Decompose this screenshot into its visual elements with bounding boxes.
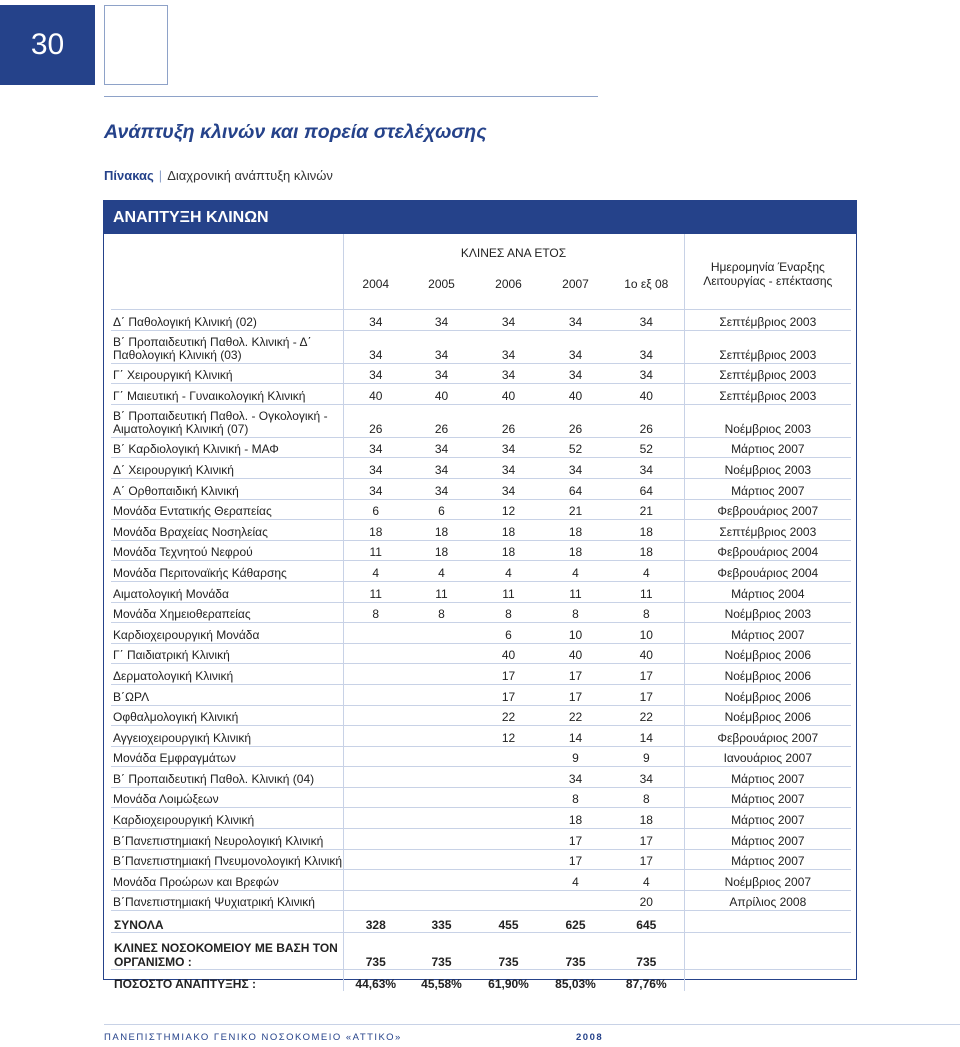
header-blank — [111, 260, 343, 291]
bed-count-cell: 17 — [609, 849, 684, 870]
bed-count-cell: 735 — [542, 933, 609, 970]
bed-count-cell: 40 — [343, 384, 408, 405]
header-spacer — [343, 291, 408, 310]
row-name: Α΄ Ορθοπαιδική Κλινική — [111, 478, 343, 499]
row-name: Β΄Πανεπιστημιακή Ψυχιατρική Κλινική — [111, 890, 343, 911]
bed-count-cell: 40 — [475, 643, 542, 664]
table-row — [111, 437, 851, 458]
bed-count-cell: 34 — [343, 330, 408, 363]
row-name: Δ΄ Παθολογική Κλινική (02) — [111, 310, 343, 331]
bed-count-cell — [408, 643, 475, 664]
bed-count-cell: 9 — [542, 746, 609, 767]
table-row — [111, 705, 851, 726]
bed-count-cell: 11 — [343, 540, 408, 561]
bed-count-cell: 18 — [408, 540, 475, 561]
bed-count-cell: 87,76% — [609, 970, 684, 992]
bed-count-cell — [408, 787, 475, 808]
start-date-cell: Μάρτιος 2007 — [684, 623, 851, 644]
bed-count-cell: 26 — [475, 404, 542, 437]
bed-count-cell: 11 — [475, 581, 542, 602]
page-number: 30 — [0, 5, 95, 85]
bed-count-cell — [542, 890, 609, 911]
bed-count-cell: 14 — [542, 726, 609, 747]
bed-count-cell: 40 — [408, 384, 475, 405]
table-row — [111, 561, 851, 582]
bed-count-cell: 21 — [542, 499, 609, 520]
bed-count-cell — [408, 623, 475, 644]
table-row — [111, 890, 851, 911]
bed-count-cell — [343, 684, 408, 705]
row-name: Αιματολογική Μονάδα — [111, 581, 343, 602]
bed-count-cell: 40 — [609, 384, 684, 405]
bed-count-cell — [343, 808, 408, 829]
table-row — [111, 684, 851, 705]
bed-count-cell: 26 — [343, 404, 408, 437]
bed-count-cell: 26 — [542, 404, 609, 437]
bed-count-cell: 22 — [475, 705, 542, 726]
row-name: Μονάδα Τεχνητού Νεφρού — [111, 540, 343, 561]
bed-count-cell — [343, 890, 408, 911]
header-blank — [111, 234, 343, 260]
bed-count-cell — [343, 849, 408, 870]
table-row — [111, 404, 851, 437]
column-header: 2004 — [343, 260, 408, 291]
table-header: ΑΝΑΠΤΥΞΗ ΚΛΙΝΩΝ — [104, 201, 856, 234]
header-divider — [104, 96, 598, 97]
bed-count-cell: 34 — [408, 310, 475, 331]
bed-count-cell — [408, 890, 475, 911]
row-name: Β΄ Προπαιδευτική Παθολ. Κλινική (04) — [111, 767, 343, 788]
table-row — [111, 540, 851, 561]
start-date-cell: Μάρτιος 2007 — [684, 437, 851, 458]
caption-label: Πίνακας — [104, 168, 154, 183]
bed-count-cell: 4 — [475, 561, 542, 582]
bed-count-cell — [408, 684, 475, 705]
bed-count-cell: 11 — [408, 581, 475, 602]
footer-divider — [104, 1024, 960, 1025]
bed-count-cell: 17 — [609, 829, 684, 850]
start-date-cell: Φεβρουάριος 2004 — [684, 561, 851, 582]
bed-count-cell: 18 — [475, 540, 542, 561]
header-spacer — [111, 291, 343, 310]
bed-count-cell: 735 — [343, 933, 408, 970]
start-date-cell: Νοέμβριος 2006 — [684, 705, 851, 726]
bed-count-cell: 52 — [609, 437, 684, 458]
bed-count-cell: 17 — [475, 684, 542, 705]
row-name: Β΄Πανεπιστημιακή Πνευμονολογική Κλινική — [111, 849, 343, 870]
table-row — [111, 767, 851, 788]
bed-count-cell: 22 — [609, 705, 684, 726]
bed-count-cell — [475, 787, 542, 808]
bed-count-cell: 8 — [343, 602, 408, 623]
start-date-cell: Σεπτέμβριος 2003 — [684, 520, 851, 541]
table-row — [111, 330, 851, 363]
bed-count-cell: 735 — [609, 933, 684, 970]
row-name: Β΄ΩΡΛ — [111, 684, 343, 705]
bed-count-cell: 18 — [542, 540, 609, 561]
table-row — [111, 520, 851, 541]
bed-count-cell: 12 — [475, 499, 542, 520]
bed-count-cell — [408, 705, 475, 726]
bed-count-cell: 34 — [542, 363, 609, 384]
table-row — [111, 849, 851, 870]
bed-count-cell — [343, 787, 408, 808]
bed-count-cell — [475, 870, 542, 891]
bed-count-cell: 4 — [408, 561, 475, 582]
bed-count-cell: 61,90% — [475, 970, 542, 992]
start-date-cell: Απρίλιος 2008 — [684, 890, 851, 911]
bed-count-cell: 45,58% — [408, 970, 475, 992]
start-date-cell — [684, 911, 851, 933]
bed-count-cell: 14 — [609, 726, 684, 747]
bed-count-cell: 34 — [343, 310, 408, 331]
bed-count-cell: 34 — [343, 437, 408, 458]
row-name: Μονάδα Χημειοθεραπείας — [111, 602, 343, 623]
table-row — [111, 310, 851, 331]
bed-count-cell — [475, 767, 542, 788]
total-row — [111, 933, 851, 970]
bed-count-cell: 34 — [343, 458, 408, 479]
bed-count-cell: 40 — [542, 643, 609, 664]
bed-count-cell: 17 — [609, 664, 684, 685]
start-date-cell: Ιανουάριος 2007 — [684, 746, 851, 767]
bed-count-cell: 8 — [408, 602, 475, 623]
bed-count-cell — [343, 664, 408, 685]
bed-count-cell: 10 — [609, 623, 684, 644]
row-name: Δ΄ Χειρουργική Κλινική — [111, 458, 343, 479]
bed-count-cell — [408, 870, 475, 891]
bed-count-cell: 18 — [343, 520, 408, 541]
start-date-cell: Μάρτιος 2007 — [684, 767, 851, 788]
bed-count-cell: 735 — [475, 933, 542, 970]
bed-count-cell: 18 — [475, 520, 542, 541]
bed-count-cell: 20 — [609, 890, 684, 911]
bed-count-cell: 9 — [609, 746, 684, 767]
footer — [104, 1032, 604, 1043]
start-date-cell: Σεπτέμβριος 2003 — [684, 363, 851, 384]
bed-count-cell: 8 — [475, 602, 542, 623]
bed-count-cell: 34 — [408, 363, 475, 384]
column-header: 2005 — [428, 277, 455, 291]
bed-count-cell: 8 — [542, 602, 609, 623]
start-date-cell: Νοέμβριος 2006 — [684, 643, 851, 664]
row-name: Μονάδα Λοιμώξεων — [111, 787, 343, 808]
bed-count-cell: 64 — [542, 478, 609, 499]
bed-count-cell: 11 — [343, 581, 408, 602]
start-date-cell: Νοέμβριος 2006 — [684, 684, 851, 705]
row-name: Β΄ Καρδιολογική Κλινική - ΜΑΦ — [111, 437, 343, 458]
start-date-cell: Μάρτιος 2004 — [684, 581, 851, 602]
bed-count-cell: 64 — [609, 478, 684, 499]
bed-count-cell — [343, 643, 408, 664]
bed-count-cell: 40 — [542, 384, 609, 405]
table-row — [111, 829, 851, 850]
group-header: ΚΛΙΝΕΣ ΑΝΑ ΕΤΟΣ — [343, 234, 684, 260]
table-row — [111, 787, 851, 808]
bed-count-cell: 4 — [343, 561, 408, 582]
bed-count-cell — [408, 808, 475, 829]
bed-count-cell: 52 — [542, 437, 609, 458]
footer-year: 2008 — [576, 1032, 604, 1043]
bed-count-cell: 18 — [542, 808, 609, 829]
bed-count-cell: 17 — [609, 684, 684, 705]
start-date-cell — [684, 933, 851, 970]
bed-count-cell: 12 — [475, 726, 542, 747]
table-row — [111, 623, 851, 644]
start-date-cell: Νοέμβριος 2007 — [684, 870, 851, 891]
start-date-cell: Μάρτιος 2007 — [684, 808, 851, 829]
bed-count-cell: 18 — [408, 520, 475, 541]
bed-count-cell: 34 — [609, 310, 684, 331]
bed-count-cell: 34 — [475, 437, 542, 458]
bed-count-cell: 34 — [542, 310, 609, 331]
row-name: Β΄Πανεπιστημιακή Νευρολογική Κλινική — [111, 829, 343, 850]
section-title: Ανάπτυξη κλινών και πορεία στελέχωσης — [104, 121, 487, 143]
table-row — [111, 458, 851, 479]
table-row — [111, 478, 851, 499]
bed-count-cell: 8 — [609, 602, 684, 623]
bed-count-cell: 34 — [609, 363, 684, 384]
bed-count-cell: 40 — [609, 643, 684, 664]
bed-count-cell: 34 — [609, 458, 684, 479]
start-date-cell: Σεπτέμβριος 2003 — [684, 310, 851, 331]
start-date-cell: Μάρτιος 2007 — [684, 478, 851, 499]
bed-count-cell: 40 — [475, 384, 542, 405]
bed-count-cell: 6 — [408, 499, 475, 520]
bed-count-cell: 11 — [542, 581, 609, 602]
bed-count-cell: 34 — [542, 767, 609, 788]
start-date-cell: Νοέμβριος 2006 — [684, 664, 851, 685]
bed-count-cell — [475, 746, 542, 767]
table-row — [111, 664, 851, 685]
bed-count-cell: 17 — [542, 829, 609, 850]
bed-count-cell: 26 — [609, 404, 684, 437]
row-name: Β΄ Προπαιδευτική Παθολ. Κλινική - Δ΄ Παθολογική Κλινική (03) — [111, 330, 343, 363]
caption-separator: | — [158, 168, 163, 183]
bed-count-cell: 18 — [609, 808, 684, 829]
table-row — [111, 808, 851, 829]
footer-text: ΠΑΝΕΠΙΣΤΗΜΙΑΚΟ ΓΕΝΙΚΟ ΝΟΣΟΚΟΜΕΙΟ «ΑΤΤΙΚΟ» — [104, 1032, 402, 1043]
bed-count-cell: 34 — [609, 330, 684, 363]
bed-count-cell — [408, 746, 475, 767]
column-header: 1ο εξ 08 — [624, 277, 669, 291]
header-spacer — [684, 291, 851, 310]
table-caption — [104, 168, 333, 183]
bed-count-cell: 34 — [542, 330, 609, 363]
bed-count-cell: 8 — [609, 787, 684, 808]
start-date-cell: Σεπτέμβριος 2003 — [684, 330, 851, 363]
bed-count-cell: 17 — [542, 684, 609, 705]
header-blank-date — [684, 234, 851, 260]
column-header: 2006 — [495, 277, 522, 291]
bed-count-cell: 17 — [475, 664, 542, 685]
bed-count-cell — [408, 767, 475, 788]
row-name: Γ΄ Παιδιατρική Κλινική — [111, 643, 343, 664]
bed-count-cell: 17 — [542, 849, 609, 870]
bed-count-cell: 44,63% — [343, 970, 408, 992]
bed-count-cell — [408, 829, 475, 850]
table-row — [111, 384, 851, 405]
bed-count-cell — [408, 664, 475, 685]
table-row — [111, 499, 851, 520]
bed-count-cell: 645 — [609, 911, 684, 933]
bed-count-cell — [475, 808, 542, 829]
bed-development-table-panel — [103, 200, 857, 992]
bed-count-cell: 34 — [475, 363, 542, 384]
column-header: Ημερομηνία Έναρξης Λειτουργίας - επέκτασης — [684, 260, 851, 291]
bed-count-cell: 18 — [609, 520, 684, 541]
start-date-cell: Φεβρουάριος 2007 — [684, 726, 851, 747]
bed-count-cell: 22 — [542, 705, 609, 726]
bed-count-cell — [475, 849, 542, 870]
bed-count-cell: 625 — [542, 911, 609, 933]
table-row — [111, 602, 851, 623]
bed-count-cell: 34 — [475, 478, 542, 499]
bed-count-cell: 34 — [475, 458, 542, 479]
bed-count-cell: 6 — [343, 499, 408, 520]
bed-count-cell: 34 — [408, 330, 475, 363]
bed-count-cell: 10 — [542, 623, 609, 644]
bed-count-cell: 4 — [542, 561, 609, 582]
column-header: 2007 — [562, 277, 589, 291]
bed-count-cell: 18 — [542, 520, 609, 541]
bed-count-cell — [408, 726, 475, 747]
row-name: Μονάδα Περιτοναϊκής Κάθαρσης — [111, 561, 343, 582]
table-row — [111, 726, 851, 747]
table-row — [111, 643, 851, 664]
bed-count-cell: 11 — [609, 581, 684, 602]
start-date-cell: Μάρτιος 2007 — [684, 787, 851, 808]
bed-count-cell: 34 — [542, 458, 609, 479]
bed-count-cell — [475, 890, 542, 911]
row-name: Γ΄ Μαιευτική - Γυναικολογική Κλινική — [111, 384, 343, 405]
bed-count-cell — [343, 705, 408, 726]
row-name: Μονάδα Προώρων και Βρεφών — [111, 870, 343, 891]
start-date-cell: Φεβρουάριος 2004 — [684, 540, 851, 561]
row-name: Οφθαλμολογική Κλινική — [111, 705, 343, 726]
row-name: Δερματολογική Κλινική — [111, 664, 343, 685]
start-date-cell — [684, 970, 851, 992]
bed-development-table — [111, 234, 851, 991]
table-row — [111, 746, 851, 767]
table-row — [111, 363, 851, 384]
start-date-cell: Νοέμβριος 2003 — [684, 458, 851, 479]
bed-count-cell — [343, 623, 408, 644]
header-spacer — [408, 291, 684, 310]
bed-count-cell: 17 — [542, 664, 609, 685]
start-date-cell: Μάρτιος 2007 — [684, 849, 851, 870]
bed-count-cell: 34 — [408, 478, 475, 499]
total-row — [111, 970, 851, 992]
bed-count-cell: 6 — [475, 623, 542, 644]
start-date-cell: Σεπτέμβριος 2003 — [684, 384, 851, 405]
total-row — [111, 911, 851, 933]
caption-text: Διαχρονική ανάπτυξη κλινών — [167, 168, 333, 183]
bed-count-cell: 4 — [609, 870, 684, 891]
bed-count-cell: 455 — [475, 911, 542, 933]
bed-count-cell: 4 — [542, 870, 609, 891]
bed-count-cell: 34 — [475, 310, 542, 331]
bed-count-cell: 34 — [343, 363, 408, 384]
start-date-cell: Νοέμβριος 2003 — [684, 602, 851, 623]
bed-count-cell: 34 — [408, 437, 475, 458]
row-name: Μονάδα Εντατικής Θεραπείας — [111, 499, 343, 520]
row-name: Καρδιοχειρουργική Κλινική — [111, 808, 343, 829]
row-name: Β΄ Προπαιδευτική Παθολ. - Ογκολογική - Αιματολογική Κλινική (07) — [111, 404, 343, 437]
row-name: Γ΄ Χειρουργική Κλινική — [111, 363, 343, 384]
row-name: ΣΥΝΟΛΑ — [111, 911, 343, 933]
bed-count-cell: 328 — [343, 911, 408, 933]
bed-count-cell: 21 — [609, 499, 684, 520]
page-corner-box — [104, 5, 168, 85]
row-name: Αγγειοχειρουργική Κλινική — [111, 726, 343, 747]
bed-count-cell: 34 — [475, 330, 542, 363]
bed-count-cell: 34 — [609, 767, 684, 788]
bed-count-cell — [408, 849, 475, 870]
row-name: ΠΟΣΟΣΤΟ ΑΝΑΠΤΥΞΗΣ : — [111, 970, 343, 992]
bed-count-cell: 85,03% — [542, 970, 609, 992]
bed-count-cell: 34 — [408, 458, 475, 479]
bed-count-cell: 8 — [542, 787, 609, 808]
row-name: Μονάδα Βραχείας Νοσηλείας — [111, 520, 343, 541]
start-date-cell: Νοέμβριος 2003 — [684, 404, 851, 437]
bed-count-cell — [343, 870, 408, 891]
row-name: Καρδιοχειρουργική Μονάδα — [111, 623, 343, 644]
bed-count-cell: 26 — [408, 404, 475, 437]
bed-count-cell — [475, 829, 542, 850]
row-name: Μονάδα Εμφραγμάτων — [111, 746, 343, 767]
bed-count-cell: 735 — [408, 933, 475, 970]
bed-count-cell — [343, 726, 408, 747]
row-name: ΚΛΙΝΕΣ ΝΟΣΟΚΟΜΕΙΟΥ ΜΕ ΒΑΣΗ ΤΟΝ ΟΡΓΑΝΙΣΜΟ : — [111, 933, 343, 970]
bed-count-cell: 18 — [609, 540, 684, 561]
start-date-cell: Μάρτιος 2007 — [684, 829, 851, 850]
bed-count-cell: 34 — [343, 478, 408, 499]
bed-count-cell — [343, 829, 408, 850]
table-row — [111, 581, 851, 602]
bed-count-cell: 335 — [408, 911, 475, 933]
bed-count-cell: 4 — [609, 561, 684, 582]
start-date-cell: Φεβρουάριος 2007 — [684, 499, 851, 520]
bed-count-cell — [343, 767, 408, 788]
bed-count-cell — [343, 746, 408, 767]
table-row — [111, 870, 851, 891]
